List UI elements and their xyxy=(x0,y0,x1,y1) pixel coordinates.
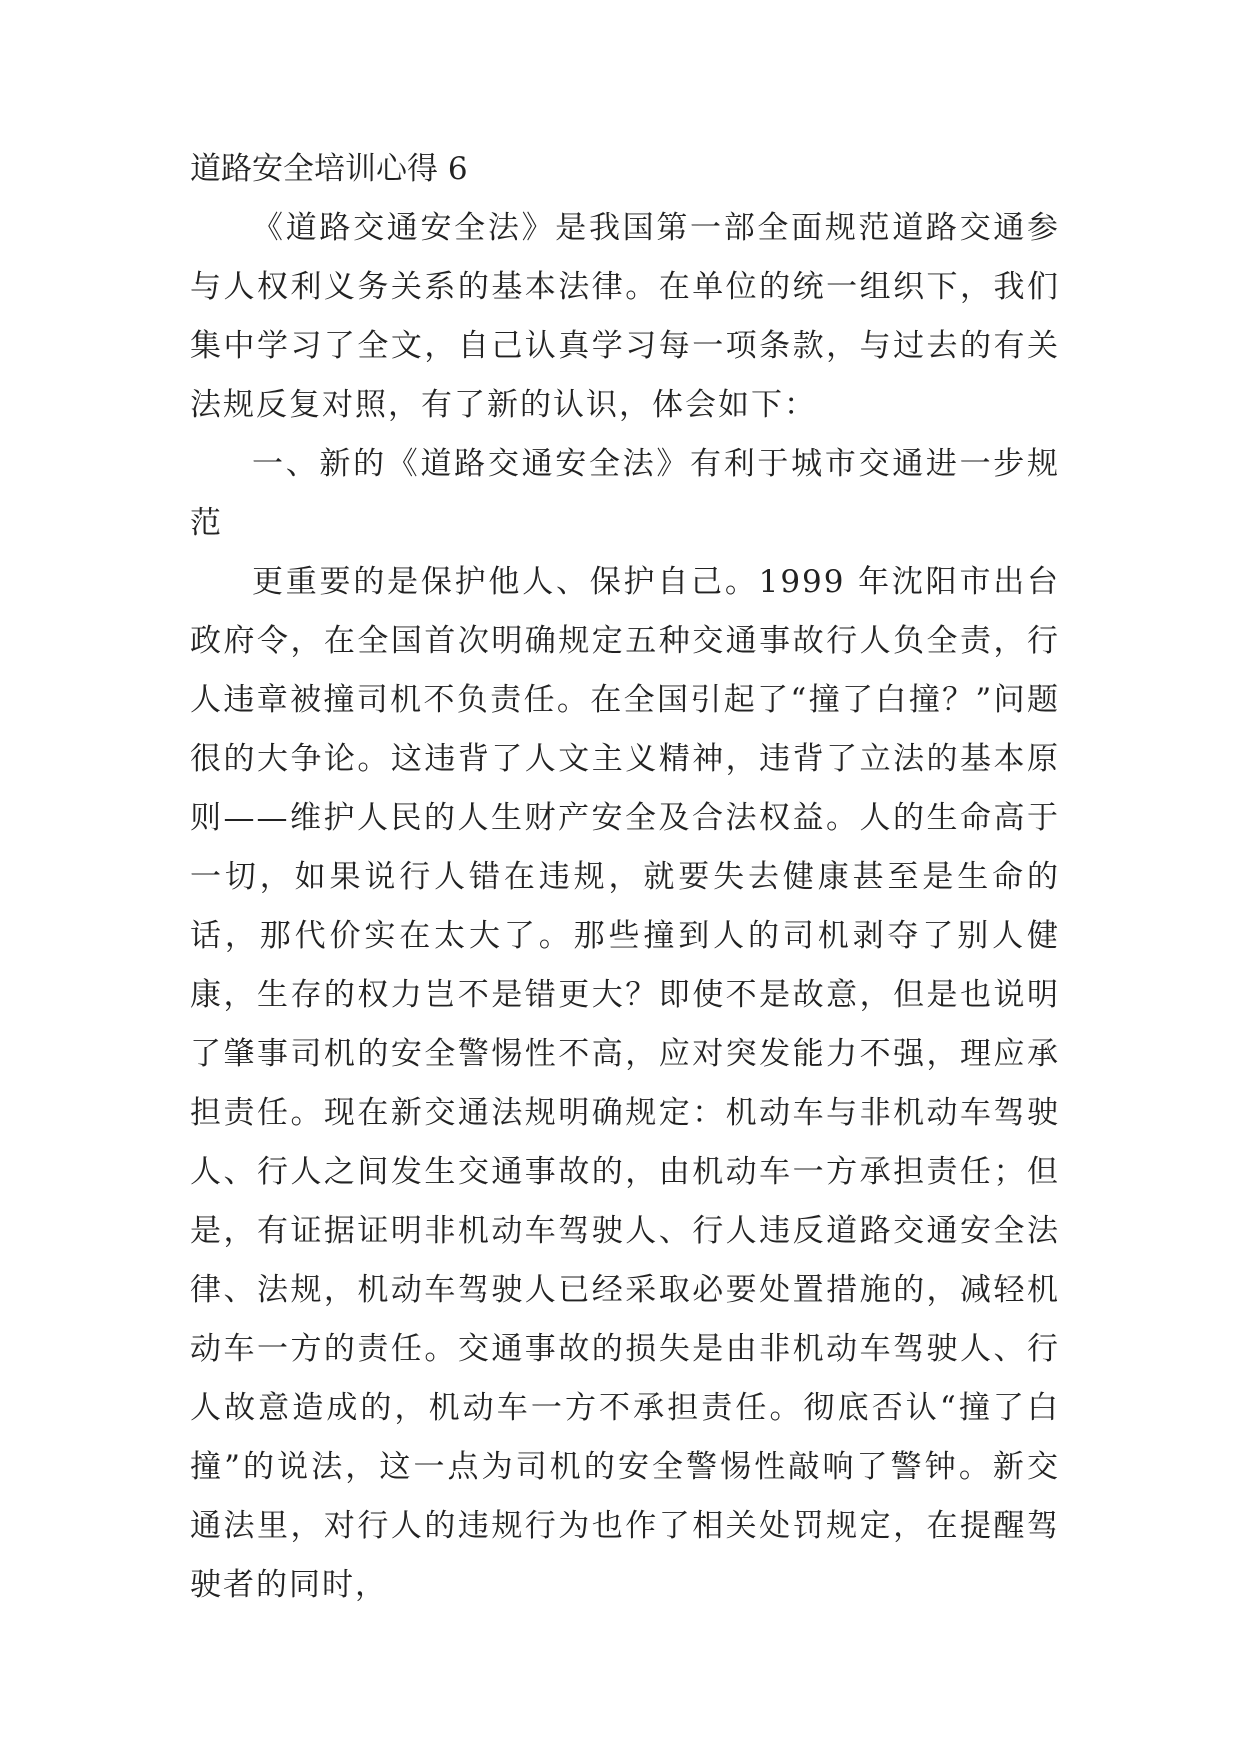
document-title: 道路安全培训心得 6 xyxy=(190,151,468,187)
document-body xyxy=(190,140,1060,1615)
paragraph-intro: 《道路交通安全法》是我国第一部全面规范道路交通参与人权利义务关系的基本法律。在单位的统一组织下，我们集中学习了全文，自己认真学习每一项条款，与过去的有关法规反复对照，有了新的认识，体会如下： xyxy=(190,210,1060,423)
paragraph-body: 更重要的是保护他人、保护自己。1999 年沈阳市出台政府令，在全国首次明确规定五种交通事故行人负全责，行人违章被撞司机不负责任。在全国引起了“撞了白撞？”问题很的大争论。这违背了人文主义精神，违背了立法的基本原则——维护人民的人生财产安全及合法权益。人的生命高于一切，如果说行人错在违规，就要失去健康甚至是生命的话，那代价实在太大了。那些撞到人的司机剥夺了别人健康，生存的权力岂不是错更大？即使不是故意，但是也说明了肇事司机的安全警惕性不高，应对突发能力不强，理应承担责任。现在新交通法规明确规定：机动车与非机动车驾驶人、行人之间发生交通事故的，由机动车一方承担责任；但是，有证据证明非机动车驾驶人、行人违反道路交通安全法律、法规，机动车驾驶人已经采取必要处置措施的，减轻机动车一方的责任。交通事故的损失是由非机动车驾驶人、行人故意造成的，机动车一方不承担责任。彻底否认“撞了白撞”的说法，这一点为司机的安全警惕性敲响了警钟。新交通法里，对行人的违规行为也作了相关处罚规定，在提醒驾驶者的同时， xyxy=(190,564,1060,1603)
paragraph-heading-one: 一、新的《道路交通安全法》有利于城市交通进一步规范 xyxy=(190,446,1060,541)
